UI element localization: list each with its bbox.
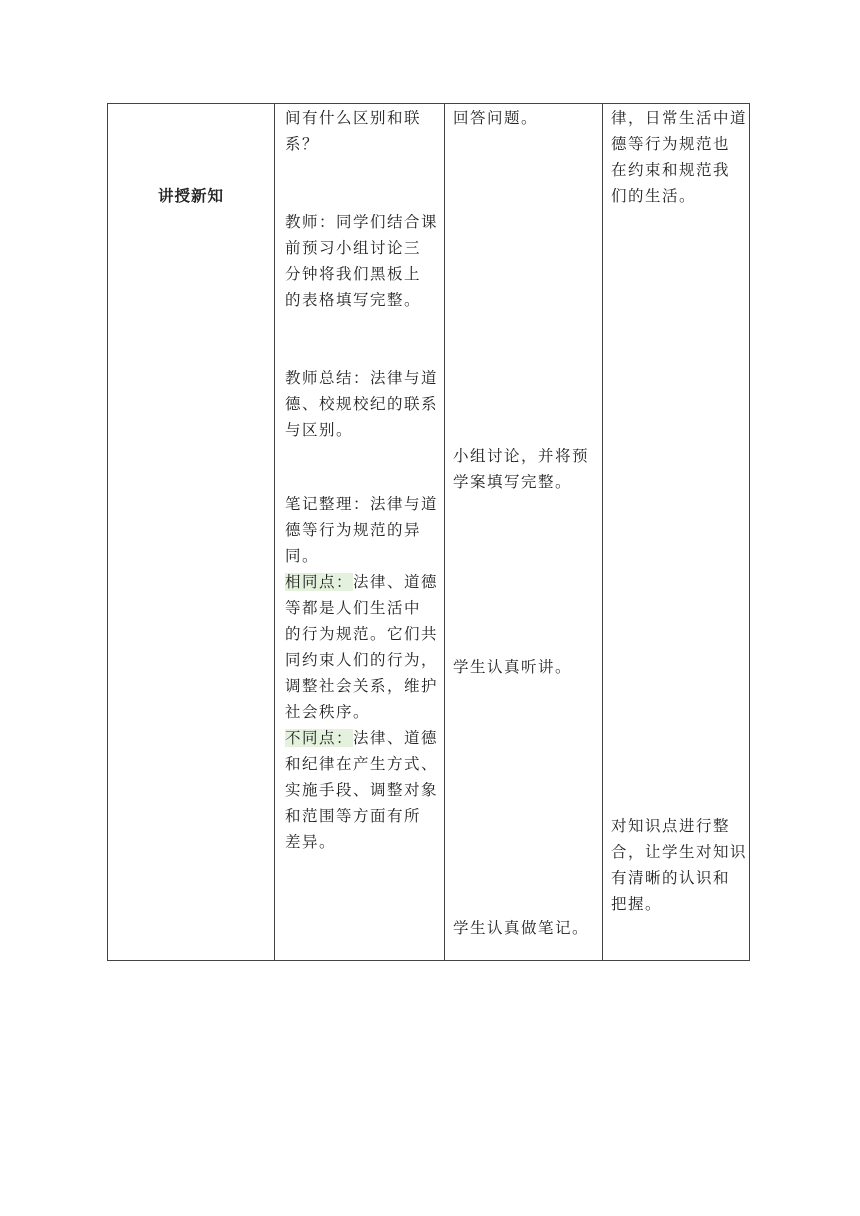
teacher-question-paragraph [285,105,441,157]
text-line: 社会秩序。 [285,703,371,721]
text-line: 德、校规校纪的联系 [285,395,439,413]
text-line: 对知识点进行整 [611,817,731,835]
text-line: 在约束和规范我 [611,161,731,179]
text-line: 同约束人们的行为， [285,651,439,669]
text-line: 们的生活。 [611,187,697,205]
text-line: 把握。 [611,895,663,913]
text-line [285,569,441,595]
text-line: 与区别。 [285,421,354,439]
text-line: 间有什么区别和联 [285,109,422,127]
lesson-table [107,103,750,961]
design-intent-1 [611,105,747,209]
text-line: 调整社会关系，维护 [285,677,439,695]
text-line: 学生认真做笔记。 [453,919,590,937]
text-line: 小组讨论，并将预 [453,447,590,465]
text-line: 分钟将我们黑板上 [285,265,422,283]
text-line: 德等行为规范的异 [285,521,422,539]
text-line: 学案填写完整。 [453,473,573,491]
student-activity-listen [453,654,599,680]
student-activity-notes [453,915,599,941]
similarity-tag: 相同点： [285,573,354,591]
teacher-summary-paragraph [285,365,441,443]
text-line: 实施手段、调整对象 [285,781,439,799]
text-line: 教师：同学们结合课 [285,213,439,231]
notes-paragraph [285,491,441,855]
teacher-instruction-paragraph [285,209,441,313]
text-line: 教师总结：法律与道 [285,369,439,387]
column-divider [274,104,275,960]
text-line: 差异。 [285,833,337,851]
text-line: 笔记整理：法律与道 [285,495,439,513]
text-line: 和纪律在产生方式、 [285,755,439,773]
text-line: 系？ [285,135,320,153]
stage-label: 讲授新知 [157,187,224,205]
text-line: 合，让学生对知识 [611,843,748,861]
student-activity-discuss [453,443,599,495]
student-activity-answer [453,105,599,131]
text-line: 律，日常生活中道 [611,109,748,127]
text-line: 的行为规范。它们共 [285,625,439,643]
column-divider [602,104,603,960]
teacher-activity-cell [285,105,441,157]
text-line: 回答问题。 [453,109,539,127]
text-line: 等都是人们生活中 [285,599,422,617]
difference-tag: 不同点： [285,729,354,747]
text-line: 德等行为规范也 [611,135,731,153]
text-line: 同。 [285,547,320,565]
text-line: 有清晰的认识和 [611,869,731,887]
column-divider [444,104,445,960]
design-intent-2 [611,813,747,917]
text-span: 法律、道德 [353,573,439,591]
text-span: 法律、道德 [353,729,439,747]
text-line [285,725,441,751]
text-line: 前预习小组讨论三 [285,239,422,257]
text-line: 学生认真听讲。 [453,658,573,676]
text-line: 和范围等方面有所 [285,807,422,825]
text-line: 的表格填写完整。 [285,291,422,309]
